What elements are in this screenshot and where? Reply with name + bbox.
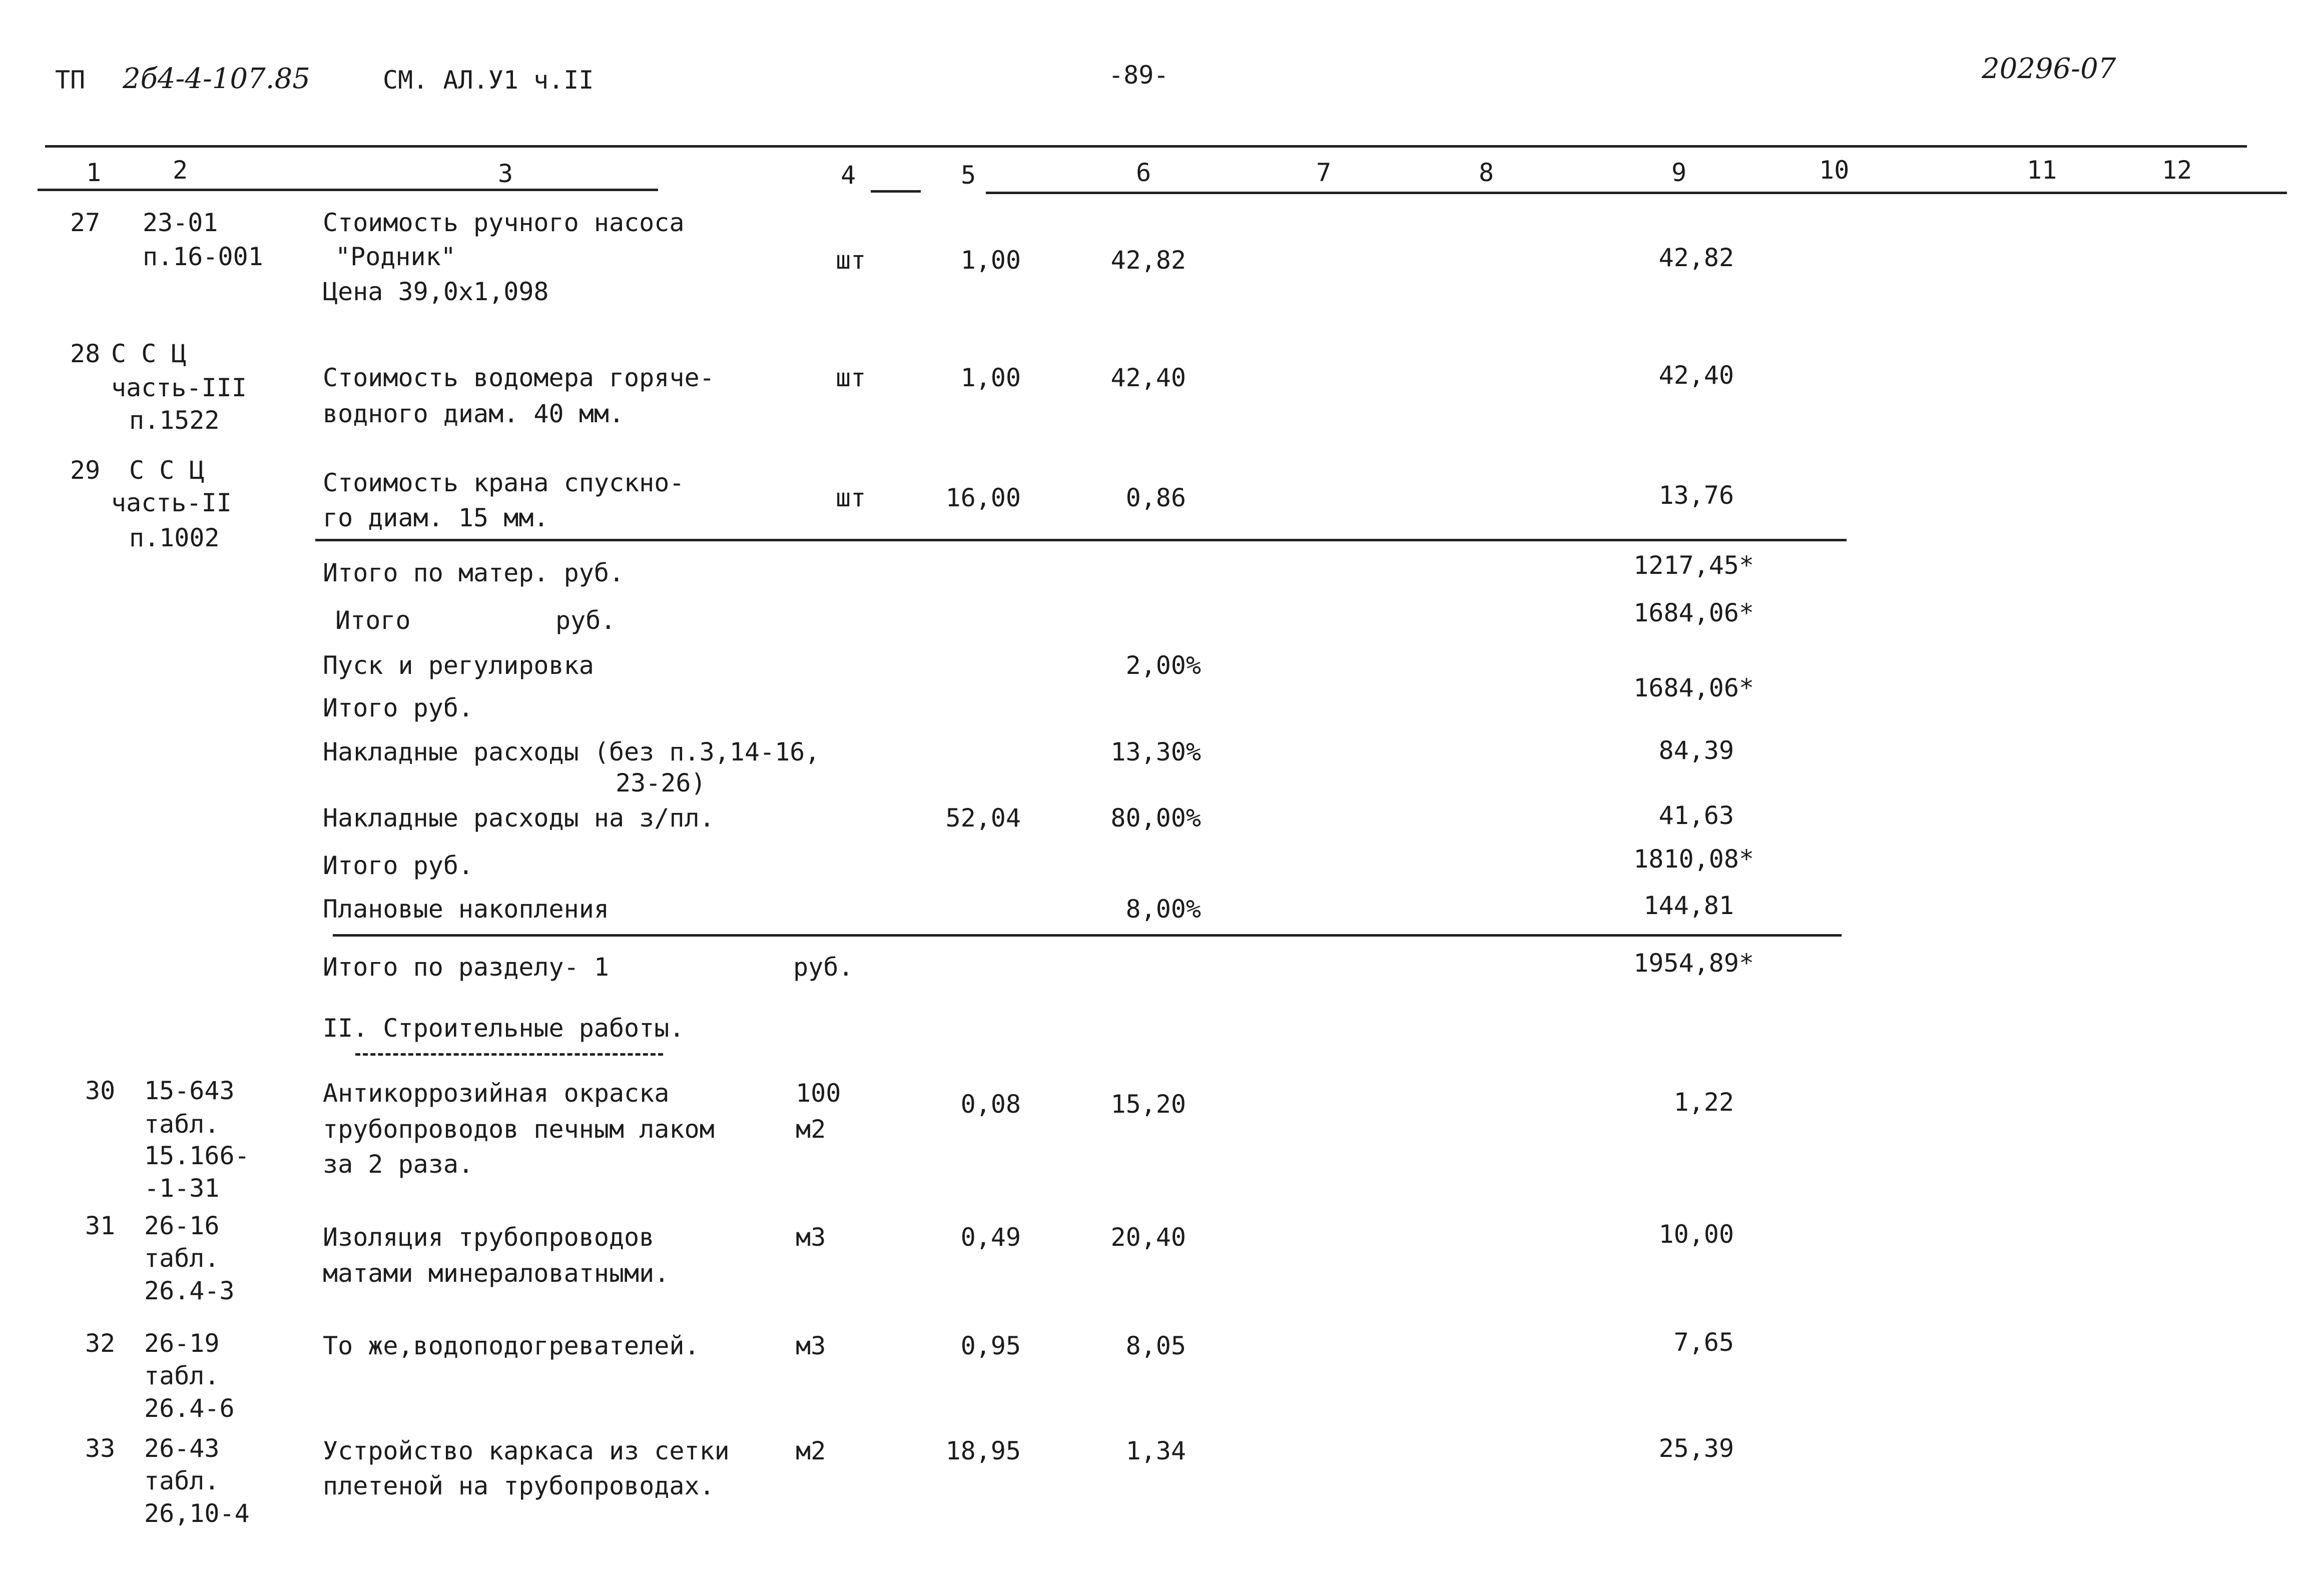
row-28-number: 28 xyxy=(70,339,101,368)
row-29-code: часть-II xyxy=(111,488,232,517)
row-27-price: 42,82 xyxy=(1110,246,1186,275)
row-27-total: 42,82 xyxy=(1658,243,1734,272)
row-28-code: С С Ц xyxy=(111,339,187,368)
section-total-rule xyxy=(333,934,1842,937)
row-30-number: 30 xyxy=(85,1076,116,1105)
overhead-label-cont: 23-26) xyxy=(616,768,706,797)
materials-total-value: 1217,45* xyxy=(1633,551,1754,580)
row-29-code: п.1002 xyxy=(129,523,220,552)
row-33-desc: Устройство каркаса из сетки xyxy=(323,1436,730,1465)
section-total-label: Итого по разделу- 1 xyxy=(323,953,609,982)
row-30-code: 15-643 xyxy=(144,1076,235,1105)
row-27-desc: "Родник" xyxy=(335,242,456,271)
itogo3-value: 1810,08* xyxy=(1633,845,1754,874)
row-30-desc: трубопроводов печным лаком xyxy=(323,1115,715,1144)
itogo-unit: руб. xyxy=(555,606,616,635)
row-33-unit: м2 xyxy=(796,1436,826,1465)
summary-top-rule xyxy=(315,539,1847,541)
row-27-code: 23-01 xyxy=(143,208,218,237)
row-30-desc: за 2 раза. xyxy=(323,1150,474,1179)
row-30-unit: м2 xyxy=(796,1115,826,1144)
row-30-desc: Антикоррозийная окраска xyxy=(323,1079,670,1108)
row-32-code: 26-19 xyxy=(144,1329,220,1358)
row-30-price: 15,20 xyxy=(1110,1090,1186,1119)
row-29-total: 13,76 xyxy=(1658,481,1734,510)
row-31-code: табл. xyxy=(144,1244,220,1273)
row-29-unit: шт xyxy=(836,483,866,512)
col-header-8: 8 xyxy=(1479,158,1494,187)
overhead-wage-base: 52,04 xyxy=(945,804,1021,833)
row-29-number: 29 xyxy=(70,456,101,485)
row-31-price: 20,40 xyxy=(1110,1223,1186,1252)
section-total-value: 1954,89* xyxy=(1633,949,1754,978)
row-28-desc: Стоимость водомера горяче- xyxy=(323,363,715,392)
row-33-qty: 18,95 xyxy=(945,1436,1021,1465)
planned-accumulation-percent: 8,00% xyxy=(1125,895,1201,924)
doc-reference: СМ. АЛ.У1 ч.II xyxy=(383,66,594,95)
overhead-label: Накладные расходы (без п.3,14-16, xyxy=(323,737,820,766)
row-31-number: 31 xyxy=(85,1211,116,1240)
row-27-code: п.16-001 xyxy=(143,242,263,271)
itogo-value: 1684,06* xyxy=(1633,598,1754,627)
section-2-title: II. Строительные работы. xyxy=(323,1014,685,1043)
row-28-qty: 1,00 xyxy=(960,363,1021,392)
row-28-price: 42,40 xyxy=(1110,363,1186,392)
row-33-code: табл. xyxy=(144,1466,220,1495)
row-27-number: 27 xyxy=(70,208,101,237)
doc-prefix: ТП xyxy=(55,66,86,95)
row-31-total: 10,00 xyxy=(1658,1220,1734,1249)
row-33-number: 33 xyxy=(85,1434,116,1463)
col-header-3: 3 xyxy=(498,159,513,188)
row-31-unit: м3 xyxy=(796,1223,826,1252)
col-header-10: 10 xyxy=(1819,156,1850,185)
row-30-code: табл. xyxy=(144,1110,220,1139)
row-31-code: 26.4-3 xyxy=(144,1276,235,1305)
col-header-4: 4 xyxy=(841,161,856,190)
itogo2-value: 1684,06* xyxy=(1633,673,1754,702)
itogo2-label: Итого руб. xyxy=(323,693,474,722)
row-30-code: 15.166- xyxy=(144,1141,250,1170)
row-32-code: табл. xyxy=(144,1361,220,1390)
row-28-code: часть-III xyxy=(111,373,247,402)
row-28-total: 42,40 xyxy=(1658,361,1734,390)
row-30-qty: 0,08 xyxy=(960,1090,1021,1119)
row-32-qty: 0,95 xyxy=(960,1331,1021,1360)
row-28-desc: водного диам. 40 мм. xyxy=(323,399,625,428)
section-2-underline xyxy=(355,1053,663,1056)
row-28-code: п.1522 xyxy=(129,406,220,435)
row-33-desc: плетеной на трубопроводах. xyxy=(323,1471,715,1500)
row-33-code: 26-43 xyxy=(144,1434,220,1463)
row-31-code: 26-16 xyxy=(144,1211,220,1240)
row-27-qty: 1,00 xyxy=(960,246,1021,275)
row-31-desc: Изоляция трубопроводов xyxy=(323,1223,655,1252)
overhead-percent: 13,30% xyxy=(1110,737,1201,766)
row-32-code: 26.4-6 xyxy=(144,1394,235,1423)
itogo-label: Итого xyxy=(335,606,411,635)
row-29-desc: Стоимость крана спускно- xyxy=(323,468,685,497)
col-header-9: 9 xyxy=(1671,158,1687,187)
pusk-percent: 2,00% xyxy=(1125,651,1201,680)
planned-accumulation-label: Плановые накопления xyxy=(323,895,609,924)
header-bottom-rule-mid xyxy=(871,190,921,193)
overhead-wage-label: Накладные расходы на з/пл. xyxy=(323,804,715,833)
doc-number: 20296-07 xyxy=(1982,53,2116,85)
row-29-price: 0,86 xyxy=(1125,483,1186,512)
row-33-price: 1,34 xyxy=(1125,1436,1186,1465)
planned-accumulation-value: 144,81 xyxy=(1643,891,1734,920)
row-27-desc: Стоимость ручного насоса xyxy=(323,208,685,237)
row-32-unit: м3 xyxy=(796,1331,826,1360)
row-31-qty: 0,49 xyxy=(960,1223,1021,1252)
row-28-unit: шт xyxy=(836,363,866,392)
col-header-7: 7 xyxy=(1316,158,1332,187)
itogo3-label: Итого руб. xyxy=(323,851,474,880)
doc-code: 2б4-4-107.85 xyxy=(123,63,310,95)
col-header-2: 2 xyxy=(173,156,188,185)
header-bottom-rule-right xyxy=(986,192,2287,194)
col-header-6: 6 xyxy=(1136,158,1151,187)
row-30-unit: 100 xyxy=(796,1079,841,1108)
row-33-total: 25,39 xyxy=(1658,1434,1734,1463)
overhead-wage-value: 41,63 xyxy=(1658,801,1734,830)
row-32-price: 8,05 xyxy=(1125,1331,1186,1360)
row-29-desc: го диам. 15 мм. xyxy=(323,503,549,532)
overhead-wage-percent: 80,00% xyxy=(1110,804,1201,833)
row-31-desc: матами минераловатными. xyxy=(323,1259,670,1288)
row-32-desc: То же,водоподогревателей. xyxy=(323,1331,700,1360)
overhead-value: 84,39 xyxy=(1658,736,1734,765)
row-27-unit: шт xyxy=(836,246,866,275)
row-32-total: 7,65 xyxy=(1673,1328,1734,1357)
page-number: -89- xyxy=(1108,61,1169,90)
row-29-code: С С Ц xyxy=(129,456,205,485)
section-total-unit: руб. xyxy=(793,953,854,982)
header-bottom-rule-left xyxy=(38,189,658,191)
pusk-label: Пуск и регулировка xyxy=(323,651,594,680)
row-29-qty: 16,00 xyxy=(945,483,1021,512)
row-33-code: 26,10-4 xyxy=(144,1499,250,1528)
row-27-desc: Цена 39,0х1,098 xyxy=(323,277,549,306)
row-32-number: 32 xyxy=(85,1329,116,1358)
materials-total-label: Итого по матер. руб. xyxy=(323,558,625,587)
header-top-rule xyxy=(45,145,2247,148)
col-header-12: 12 xyxy=(2162,156,2192,185)
col-header-11: 11 xyxy=(2027,156,2057,185)
row-30-total: 1,22 xyxy=(1673,1088,1734,1117)
col-header-5: 5 xyxy=(961,161,976,190)
row-30-code: -1-31 xyxy=(144,1174,220,1203)
col-header-1: 1 xyxy=(86,158,102,187)
